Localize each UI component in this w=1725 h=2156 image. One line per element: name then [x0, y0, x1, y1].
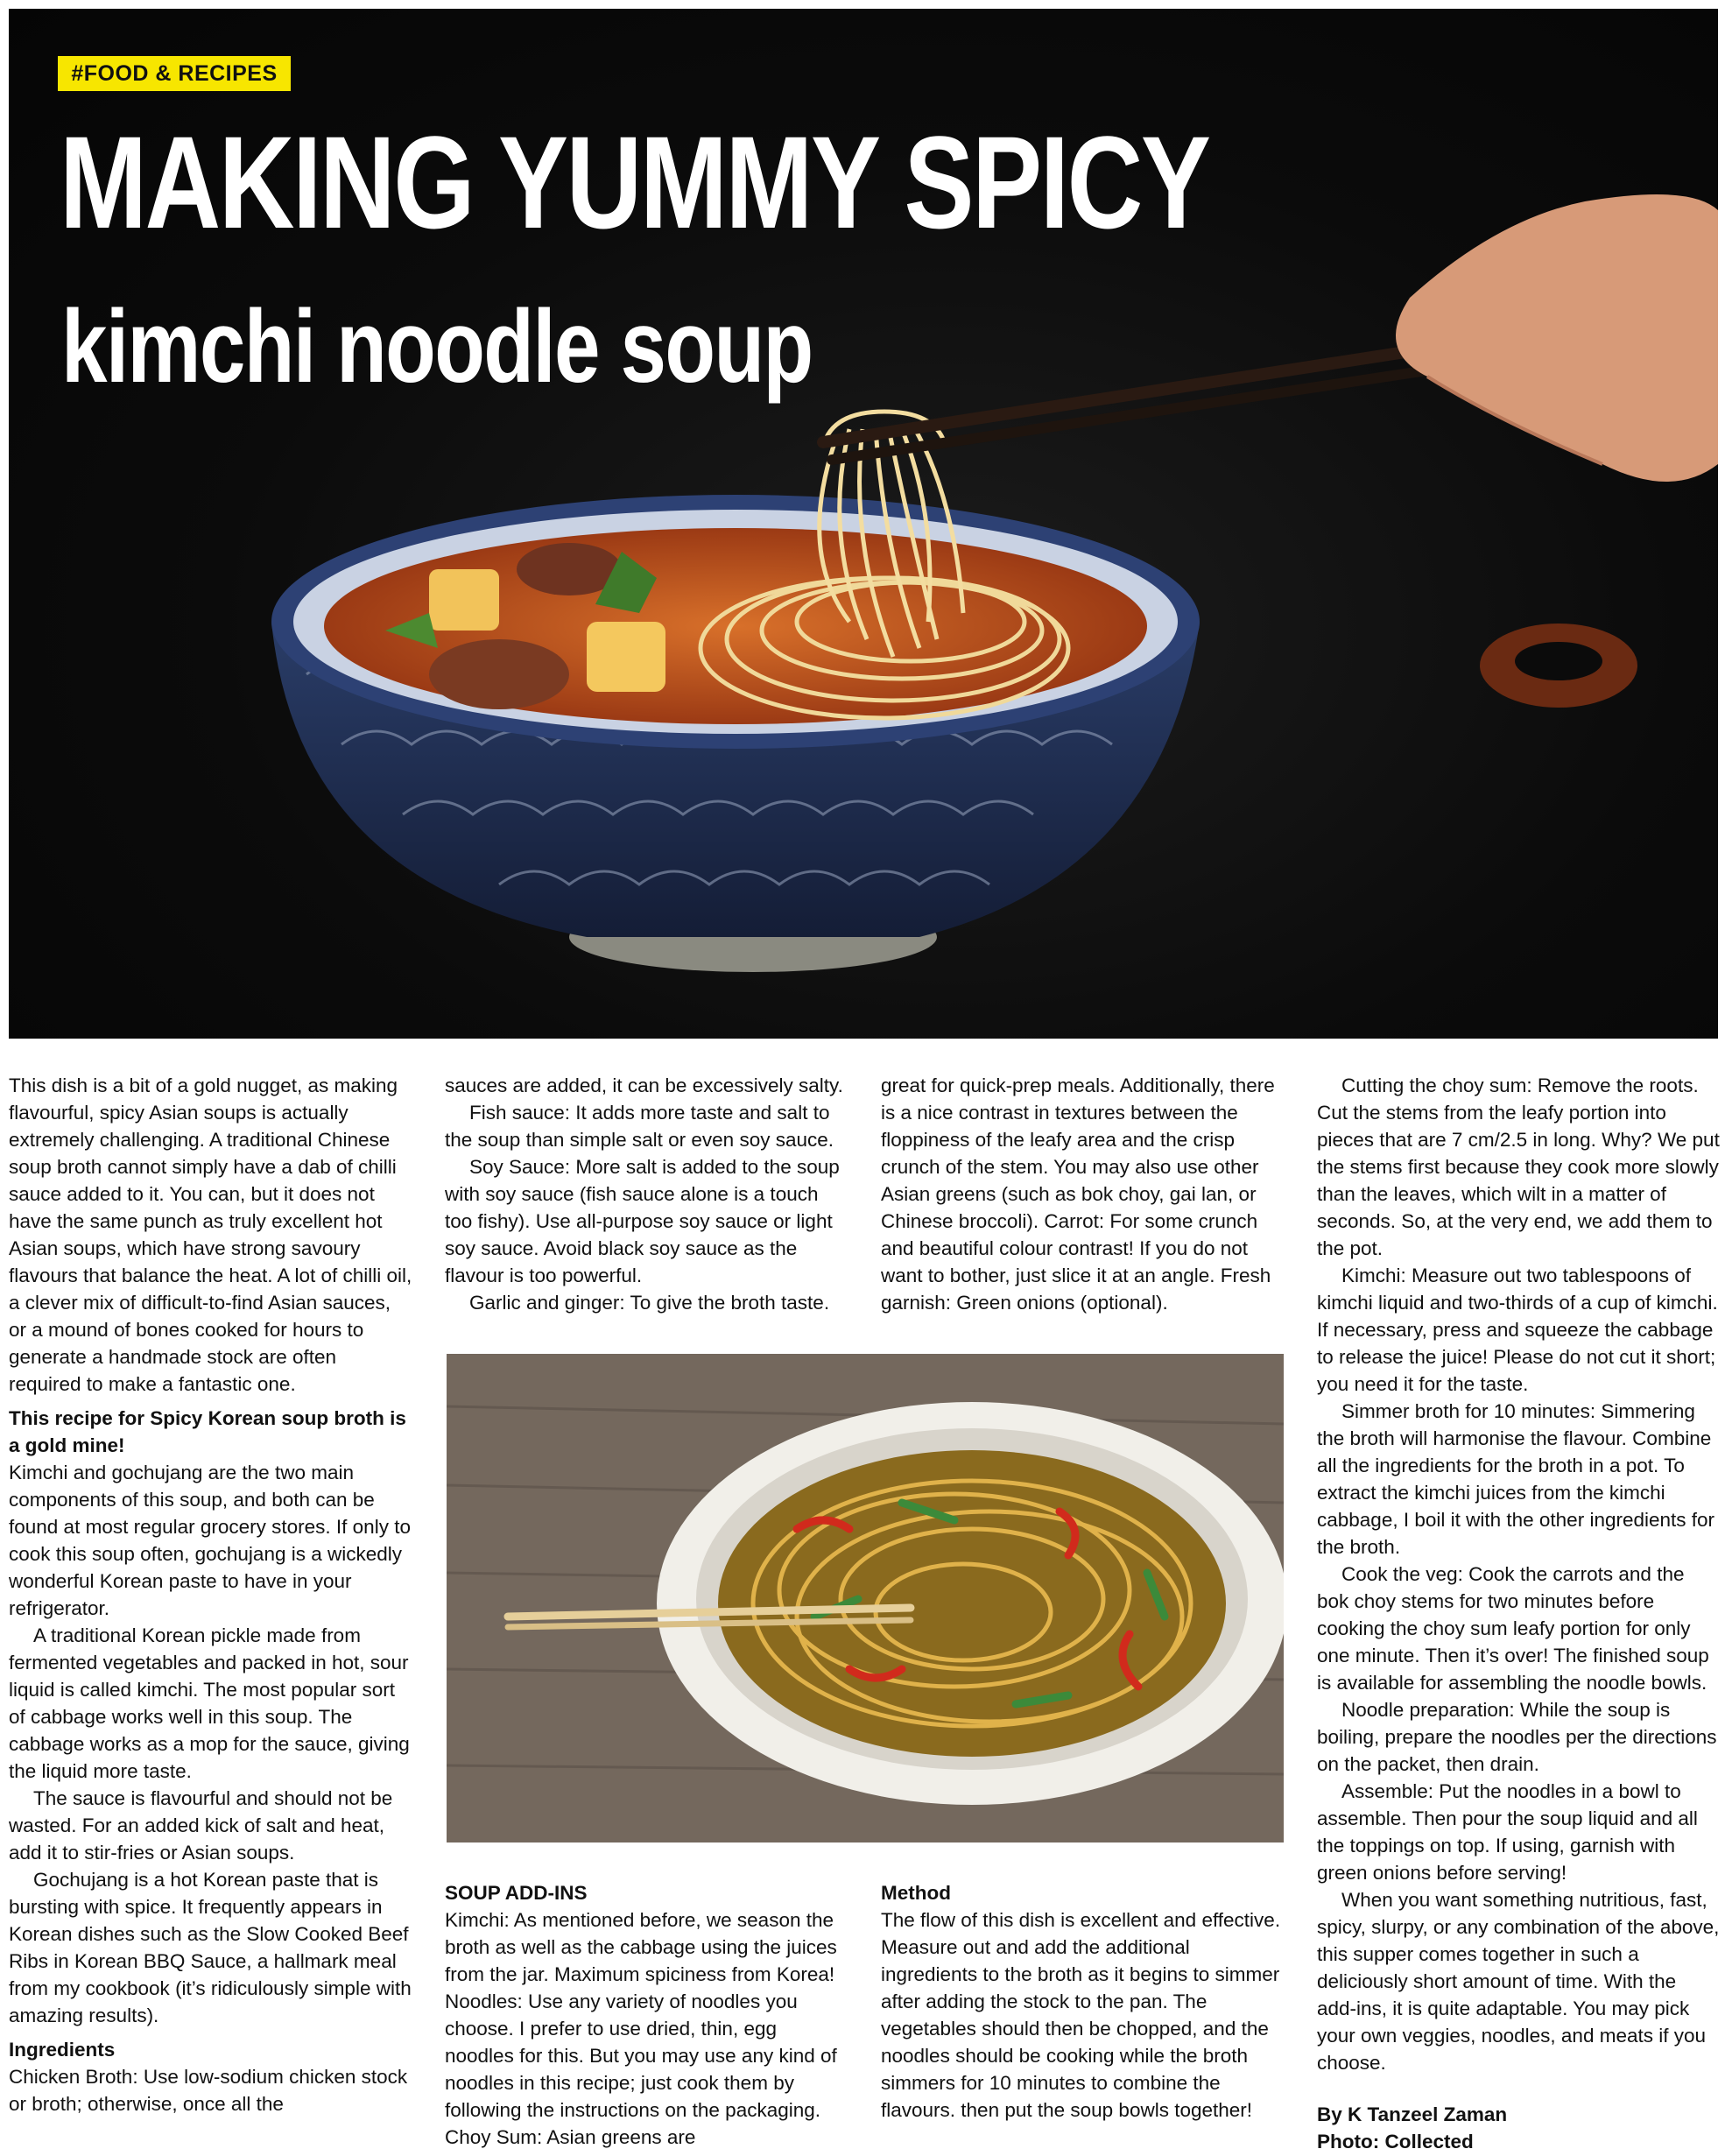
section-heading: Ingredients — [9, 2039, 116, 2061]
paragraph: Garlic and ginger: To give the broth taste. — [469, 1292, 830, 1314]
paragraph: When you want something nutritious, fast, spicy, slurpy, or any combination of the above, this supper comes together in such a deliciously short amount of time. With the add-ins, it is quite adaptable. You may pick your own veggies, noodles, and meats if you choose. — [1317, 1889, 1720, 2074]
paragraph: A traditional Korean pickle made from fermented vegetables and packed in hot, sour liquid is called kimchi. The most popular sort of cabbage works well in this soup. The cabbage works as a mop for the sauce, giving the liquid more taste. — [9, 1624, 410, 1782]
paragraph: Cutting the choy sum: Remove the roots. Cut the stems from the leafy portion into pieces that are 7 cm/2.5 in long. Why? We put the stems first because they cook more slowly than the leaves, which wilt in a matter of seconds. So, at the very end, we add them to the pot. — [1317, 1074, 1720, 1259]
section-heading: SOUP ADD-INS — [445, 1882, 588, 1904]
paragraph: Soy Sauce: More salt is added to the soup with soy sauce (fish sauce alone is a touch too fishy). Use all-purpose soy sauce or light soy sauce. Avoid black soy sauce as the flavour is too powerful. — [445, 1156, 840, 1286]
column-2-top — [445, 1072, 848, 1316]
paragraph: Gochujang is a hot Korean paste that is bursting with spice. It frequently appears in Korean dishes such as the Slow Cooked Beef Ribs in Korean BBQ Sauce, a hallmark meal from my cookbook (it’s ridiculously simple with amazing results). — [9, 1869, 412, 2026]
paragraph: sauces are added, it can be excessively salty. — [445, 1074, 843, 1096]
headline: MAKING YUMMY SPICY — [60, 109, 1209, 256]
section-heading: Method — [881, 1882, 951, 1904]
stir-fry-illustration — [447, 1354, 1284, 1842]
paragraph: Fish sauce: It adds more taste and salt to the soup than simple salt or even soy sauce. — [445, 1102, 834, 1151]
paragraph: Noodle preparation: While the soup is boiling, prepare the noodles per the directions on the packet, then drain. — [1317, 1699, 1717, 1775]
hero-photo — [9, 9, 1718, 1039]
stir-fry-noodles-photo — [447, 1354, 1284, 1842]
paragraph: The sauce is flavourful and should not be wasted. For an added kick of salt and heat, add it to stir-fries or Asian soups. — [9, 1787, 393, 1864]
column-4 — [1317, 1072, 1720, 2155]
column-2-bottom — [445, 1879, 848, 2151]
paragraph: Cook the veg: Cook the carrots and the bok choy stems for two minutes before cooking the choy sum leafy portion for only one minute. Then it’s over! The finished soup is available for assembling the noodle bowls. — [1317, 1563, 1709, 1694]
paragraph: Kimchi and gochujang are the two main components of this soup, and both can be found at most regular grocery stores. If only to cook this soup often, gochujang is a wickedly wonderful Korean paste to have in your refrigerator. — [9, 1462, 411, 1619]
paragraph: great for quick-prep meals. Additionally, there is a nice contrast in textures between the floppiness of the leafy area and the crisp crunch of the stem. You may also use other Asian greens (such as bok choy, gai lan, or Chinese broccoli). Carrot: For some crunch and beautiful colour contrast! If you do not want to bother, just slice it at an angle. Fresh garnish: Green onions (optional). — [881, 1074, 1275, 1314]
paragraph: Simmer broth for 10 minutes: Simmering the broth will harmonise the flavour. Combine all the ingredients for the broth in a pot. To extract the kimchi juices from the kimchi cabbage, I boil it with the other ingredients for the broth. — [1317, 1400, 1715, 1558]
author-byline: By K Tanzeel Zaman — [1317, 2103, 1508, 2125]
paragraph: The flow of this dish is excellent and effective. Measure out and add the additional ingredients to the broth as it begins to simmer after adding the stock to the pan. The vegetables should then be chopped, and the noodles should be cooking while the broth simmers for 10 minutes to combine the flavours. then put the soup bowls together! — [881, 1909, 1281, 2121]
category-tag: #FOOD & RECIPES — [58, 56, 291, 91]
subheadline: kimchi noodle soup — [61, 289, 813, 405]
column-3-bottom — [881, 1879, 1284, 2124]
section-heading: This recipe for Spicy Korean soup broth is a gold mine! — [9, 1407, 406, 1456]
paragraph: Kimchi: Measure out two tablespoons of kimchi liquid and two-thirds of a cup of kimchi. If necessary, press and squeeze the cabbage to release the juice! Please do not cut it short; you need it for the taste. — [1317, 1265, 1718, 1395]
column-1 — [9, 1072, 413, 2117]
photo-credit: Photo: Collected — [1317, 2131, 1474, 2152]
paragraph: Assemble: Put the noodles in a bowl to assemble. Then pour the soup liquid and all the toppings on top. If using, garnish with green onions before serving! — [1317, 1780, 1698, 1884]
column-3-top — [881, 1072, 1285, 1316]
paragraph: Kimchi: As mentioned before, we season the broth as well as the cabbage using the juices from the jar. Maximum spiciness from Korea! Noodles: Use any variety of noodles you choose. I prefer to use dried, thin, egg noodles for this. But you may use any kind of noodles in this recipe; just cook them by following the instructions on the packaging. Choy Sum: Asian greens are — [445, 1909, 837, 2148]
paragraph: This dish is a bit of a gold nugget, as making flavourful, spicy Asian soups is actually extremely challenging. A traditional Chinese soup broth cannot simply have a dab of chilli sauce added to it. You can, but it does not have the same punch as truly excellent hot Asian soups, which have strong savoury flavours that balance the heat. A lot of chilli oil, a clever mix of difficult-to-find Asian sauces, or a mound of bones cooked for hours to generate a handmade stock are often required to make a fantastic one. — [9, 1074, 412, 1395]
paragraph: Chicken Broth: Use low-sodium chicken stock or broth; otherwise, once all the — [9, 2066, 408, 2115]
